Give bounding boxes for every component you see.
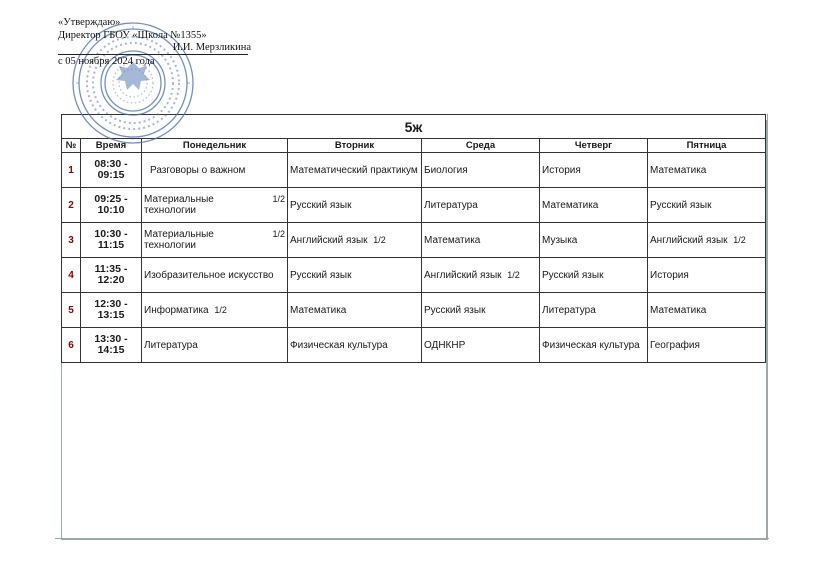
lesson-number: 2: [62, 188, 81, 223]
header-time: Время: [81, 139, 142, 153]
cell-monday: Изобразительное искусство: [142, 258, 288, 293]
cell-wednesday: Литература: [422, 188, 540, 223]
cell-thursday: История: [540, 153, 648, 188]
cell-wednesday: ОДНКНР: [422, 328, 540, 363]
effective-date: с 05 ноября 2024 года: [58, 56, 155, 67]
lesson-name: Информатика: [144, 304, 209, 316]
cell-friday: География: [648, 328, 766, 363]
time-end: 14:15: [97, 344, 125, 356]
time-start: 08:30 -: [94, 158, 128, 170]
cell-tuesday: Математический практикум: [288, 153, 422, 188]
cell-friday: Математика: [648, 153, 766, 188]
group-split-mark: 1/2: [733, 234, 746, 245]
time-end: 13:15: [97, 309, 125, 321]
cell-thursday: Русский язык: [540, 258, 648, 293]
cell-tuesday: [288, 223, 422, 258]
lesson-name: Английский язык: [290, 234, 368, 246]
cell-tuesday: Математика: [288, 293, 422, 328]
lesson-time: [81, 188, 142, 223]
lesson-time: [81, 223, 142, 258]
approval-block: [58, 16, 251, 68]
time-end: 11:15: [97, 239, 125, 251]
time-start: 10:30 -: [94, 228, 128, 240]
cell-tuesday: Физическая культура: [288, 328, 422, 363]
lesson-time: [81, 258, 142, 293]
group-split-mark: 1/2: [214, 304, 227, 315]
cell-thursday: Математика: [540, 188, 648, 223]
cell-monday: Литература: [142, 328, 288, 363]
signer-name: И.И. Мерзликина: [172, 42, 251, 53]
table-row: [62, 328, 766, 363]
cell-monday: [142, 293, 288, 328]
schedule-table: [61, 114, 766, 363]
lesson-name: Материальные технологии: [144, 229, 214, 251]
class-title: 5ж: [62, 115, 766, 139]
time-end: 12:20: [97, 274, 125, 286]
header-friday: Пятница: [648, 139, 766, 153]
cell-monday: [142, 223, 288, 258]
group-split-mark: 1/2: [272, 194, 285, 204]
table-row: [62, 293, 766, 328]
table-row: [62, 153, 766, 188]
cell-wednesday: Биология: [422, 153, 540, 188]
header-tuesday: Вторник: [288, 139, 422, 153]
cell-wednesday: [422, 258, 540, 293]
lesson-number: 3: [62, 223, 81, 258]
sheet-right-edge: [766, 120, 767, 538]
director-line: Директор ГБОУ «Школа №1355»: [58, 30, 207, 41]
lesson-time: [81, 153, 142, 188]
header-wednesday: Среда: [422, 139, 540, 153]
header-thursday: Четверг: [540, 139, 648, 153]
header-num: №: [62, 139, 81, 153]
group-split-mark: 1/2: [507, 269, 520, 280]
cell-thursday: Музыка: [540, 223, 648, 258]
lesson-time: [81, 328, 142, 363]
lesson-name: Материальные технологии: [144, 194, 214, 216]
group-split-mark: 1/2: [272, 229, 285, 239]
cell-monday: Разговоры о важном: [142, 153, 288, 188]
sheet-bottom-edge: [55, 538, 769, 539]
time-start: 09:25 -: [94, 193, 128, 205]
cell-thursday: Литература: [540, 293, 648, 328]
cell-monday: [142, 188, 288, 223]
time-start: 12:30 -: [94, 298, 128, 310]
lesson-number: 4: [62, 258, 81, 293]
table-row: [62, 258, 766, 293]
cell-friday: Русский язык: [648, 188, 766, 223]
lesson-name: Английский язык: [424, 269, 502, 281]
cell-tuesday: Русский язык: [288, 188, 422, 223]
cell-friday: История: [648, 258, 766, 293]
cell-wednesday: Математика: [422, 223, 540, 258]
signature-line: [58, 42, 251, 55]
approval-line: «Утверждаю»: [58, 17, 121, 28]
time-start: 13:30 -: [94, 333, 128, 345]
table-row: [62, 223, 766, 258]
group-split-mark: 1/2: [373, 234, 386, 245]
lesson-number: 1: [62, 153, 81, 188]
time-end: 09:15: [97, 169, 125, 181]
lesson-number: 6: [62, 328, 81, 363]
cell-wednesday: Русский язык: [422, 293, 540, 328]
cell-tuesday: Русский язык: [288, 258, 422, 293]
cell-friday: [648, 223, 766, 258]
lesson-name: Английский язык: [650, 234, 728, 246]
cell-friday: Математика: [648, 293, 766, 328]
time-start: 11:35 -: [94, 263, 128, 275]
lesson-time: [81, 293, 142, 328]
cell-thursday: Физическая культура: [540, 328, 648, 363]
header-monday: Понедельник: [142, 139, 288, 153]
table-row: [62, 188, 766, 223]
lesson-number: 5: [62, 293, 81, 328]
time-end: 10:10: [97, 204, 125, 216]
